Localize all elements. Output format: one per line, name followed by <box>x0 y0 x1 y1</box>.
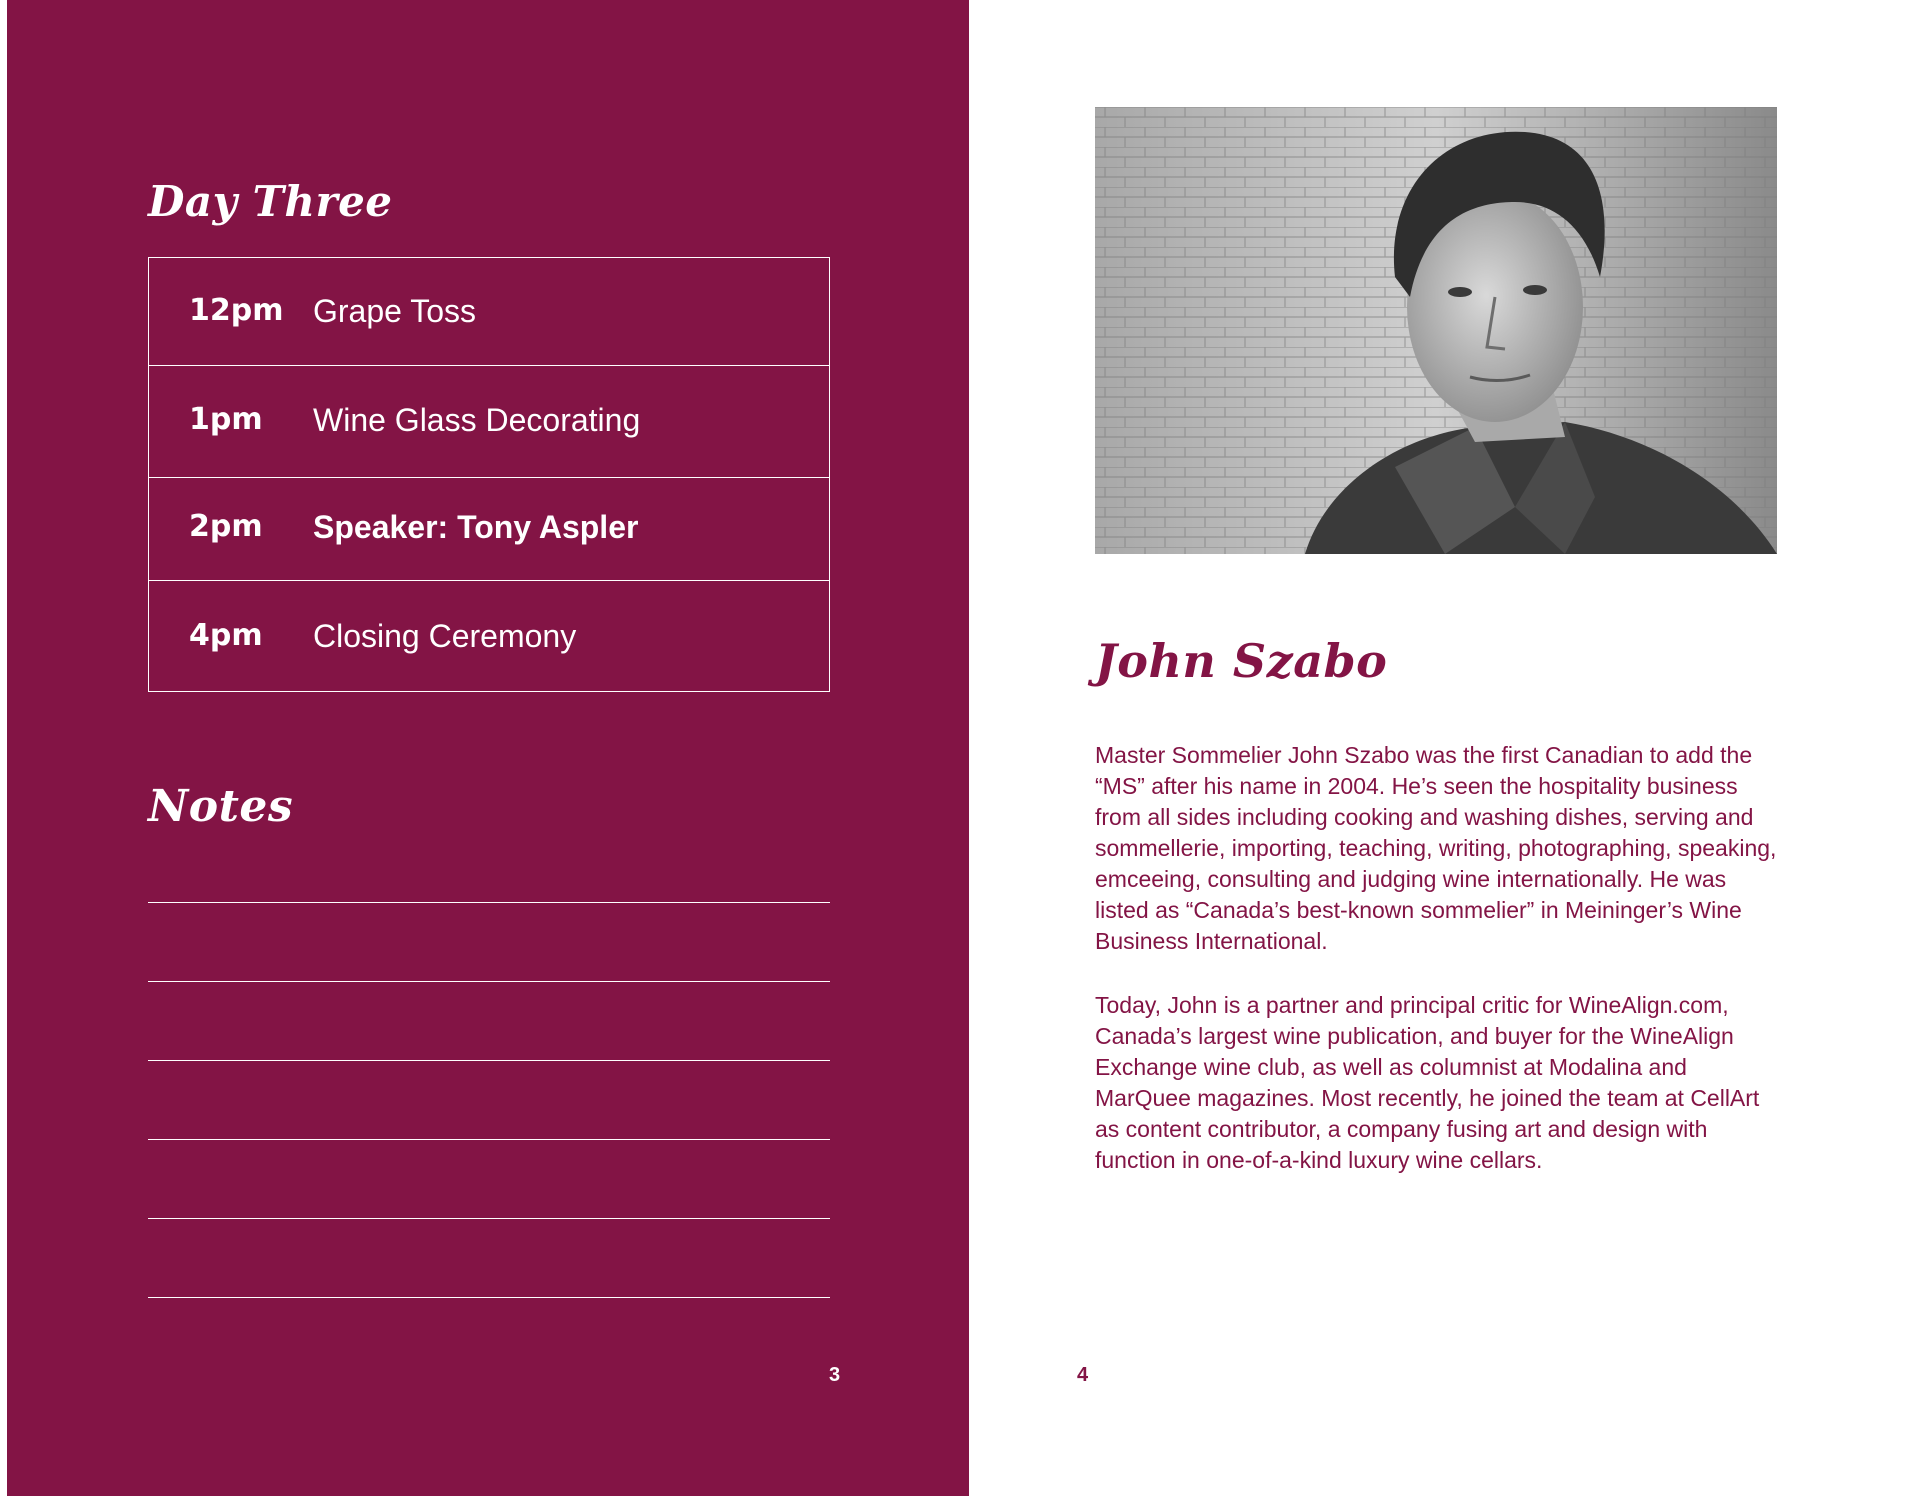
note-line <box>148 1218 830 1219</box>
note-line <box>148 1060 830 1061</box>
schedule-time: 1pm <box>189 402 263 437</box>
schedule-event: Wine Glass Decorating <box>313 402 641 438</box>
note-line <box>148 981 830 982</box>
speaker-name: John Szabo <box>1095 634 1388 688</box>
schedule-time: 4pm <box>189 618 263 653</box>
schedule-table <box>148 257 830 692</box>
speaker-photo <box>1095 107 1777 554</box>
note-line <box>148 902 830 903</box>
page-number-right: 4 <box>1077 1364 1089 1386</box>
bio-paragraph: Master Sommelier John Szabo was the first Canadian to add the “MS” after his name in 2004. He’s seen the hospitality business from all sides including cooking and washing dishes, serving and sommellerie, importing, teaching, writing, photographing, speaking, emceeing, consulting and judging wine internationally. He was listed as “Canada’s best-known sommelier” in Meininger’s Wine Business International. <box>1095 742 1777 954</box>
schedule-row <box>149 580 829 693</box>
schedule-row <box>149 365 829 478</box>
note-line <box>148 1297 830 1298</box>
schedule-row <box>149 477 829 581</box>
schedule-time: 12pm <box>189 293 284 328</box>
schedule-event: Closing Ceremony <box>313 618 577 654</box>
notes-title: Notes <box>148 781 294 832</box>
schedule-row <box>149 258 829 365</box>
schedule-time: 2pm <box>189 509 263 544</box>
bio-paragraph: Today, John is a partner and principal critic for WineAlign.com, Canada’s largest wine publication, and buyer for the WineAlign Exchange wine club, as well as columnist at Modalina and MarQuee magazines. Most recently, he joined the team at CellArt as content contributor, a company fusing art and design with function in one-of-a-kind luxury wine cellars. <box>1095 992 1760 1173</box>
schedule-event: Grape Toss <box>313 293 477 329</box>
note-line <box>148 1139 830 1140</box>
day-title: Day Three <box>148 177 393 226</box>
portrait-illustration <box>1095 107 1777 554</box>
page-number-left: 3 <box>829 1364 841 1386</box>
schedule-event: Speaker: Tony Aspler <box>313 509 639 545</box>
